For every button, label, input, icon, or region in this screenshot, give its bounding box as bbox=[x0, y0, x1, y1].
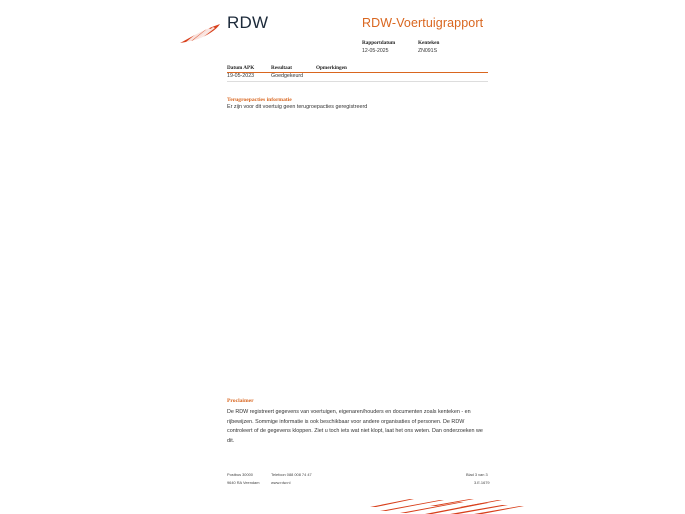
rapportdatum-label: Rapportdatum bbox=[362, 40, 396, 46]
footer-website[interactable]: www.rdw.nl bbox=[271, 480, 291, 485]
table-cell-datum: 19-05-2023 bbox=[227, 73, 255, 79]
kenteken-label: Kenteken bbox=[418, 40, 440, 46]
terugroep-title: Terugroepacties informatie bbox=[227, 97, 292, 103]
org-name: RDW bbox=[227, 13, 269, 32]
footer-code: 3.E.1679 bbox=[474, 480, 490, 485]
rapportdatum-value: 12-05-2025 bbox=[362, 48, 389, 54]
col-header-resultaat: Resultaat bbox=[271, 65, 293, 71]
disclaimer-title: Proclaimer bbox=[227, 398, 254, 404]
table-cell-resultaat: Goedgekeurd bbox=[271, 73, 304, 79]
table-header-divider bbox=[227, 72, 488, 73]
footer-page-number: Blad 3 van 3 bbox=[466, 472, 488, 477]
col-header-opmerkingen: Opmerkingen bbox=[316, 65, 347, 71]
col-header-datum-apk: Datum APK bbox=[227, 65, 255, 71]
terugroep-text: Er zijn voor dit voertuig geen terugroepacties geregistreerd bbox=[227, 104, 368, 110]
brand-stripes-icon bbox=[370, 497, 524, 514]
kenteken-value: ZN091S bbox=[418, 48, 438, 54]
footer-address: 9640 RA Veendam bbox=[227, 480, 260, 485]
document-title: RDW-Voertuigrapport bbox=[362, 16, 484, 30]
disclaimer-text: De RDW registreert gegevens van voertuigen, eigenaren/houders en documenten zoals kenteken - en rijbewijzen. Sommige informatie is ook beschikbaar voor andere organisaties of personen. De RDW controleert of de gegevens kloppen. Ziet u toch iets wat niet klopt, laat het ons weten. Dan onderzoeken we dit. bbox=[227, 409, 483, 444]
footer-postbus: Postbus 30000 bbox=[227, 472, 253, 477]
rdw-logo-icon bbox=[178, 21, 222, 45]
footer-telefoon: Telefoon 088 008 74 47 bbox=[271, 472, 312, 477]
table-row-divider bbox=[227, 81, 488, 82]
